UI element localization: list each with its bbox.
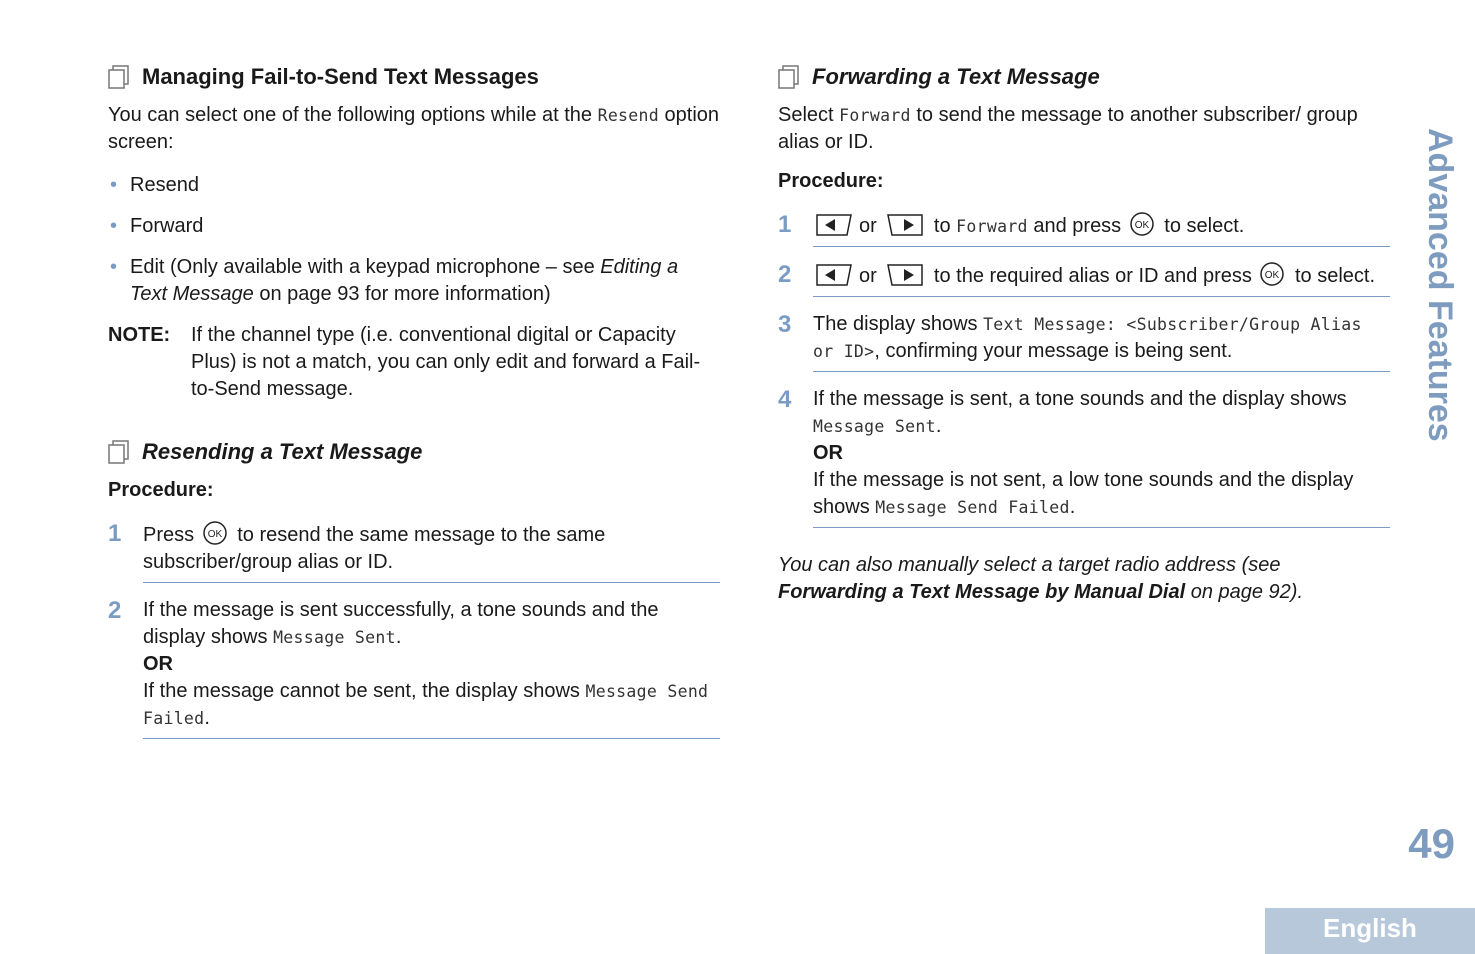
step-body: The display shows Text Message: <Subscriber/Group Alias or ID>, confirming your message is being sent. <box>813 311 1390 372</box>
step-number: 3 <box>778 311 792 338</box>
section-heading-managing <box>108 62 720 92</box>
step-number: 1 <box>778 211 792 238</box>
step-body: Press OK to resend the same message to the same subscriber/group alias or ID. <box>143 520 720 583</box>
list-item: • Edit (Only available with a keypad microphone – see Editing a Text Message on page 93 for more information) <box>110 256 679 305</box>
bullet-icon: • <box>110 174 118 196</box>
cross-reference-link[interactable]: Editing a Text Message <box>130 256 679 305</box>
or-label: OR <box>143 653 173 675</box>
svg-text:OK: OK <box>1134 220 1149 231</box>
left-arrow-key-icon <box>815 263 855 287</box>
chapter-title: Advanced Features <box>1421 128 1459 442</box>
heading-text: Resending a Text Message <box>142 439 423 464</box>
page-number: 49 <box>1408 820 1455 867</box>
svg-text:OK: OK <box>207 529 222 540</box>
chapter-side-tab <box>1420 128 1460 448</box>
list-item: • Forward <box>108 213 720 240</box>
left-column <box>108 62 720 745</box>
note-label: NOTE: <box>108 324 171 346</box>
section-heading-resending <box>108 437 720 467</box>
procedure-step <box>778 378 1390 534</box>
procedure-label: Procedure: <box>108 479 214 501</box>
left-arrow-key-icon <box>815 213 855 237</box>
procedure-step <box>108 512 720 589</box>
document-icon <box>108 65 130 89</box>
managing-intro: You can select one of the following options while at the Resend option screen: <box>108 104 720 153</box>
section-heading-forwarding <box>778 62 1390 92</box>
procedure-step <box>778 303 1390 378</box>
step-number: 1 <box>108 520 122 547</box>
step-body: If the message is sent successfully, a tone sounds and the display shows Message Sent. OR If the message cannot be sent, the display shows Message Send Failed. <box>143 597 720 739</box>
procedure-step <box>778 253 1390 303</box>
procedure-label: Procedure: <box>778 170 884 192</box>
step-number: 2 <box>778 261 792 288</box>
step-body: or to Forward and press OK to select. <box>813 211 1390 247</box>
step-number: 4 <box>778 386 792 413</box>
svg-text:OK: OK <box>1265 270 1280 281</box>
step-body: If the message is sent, a tone sounds and the display shows Message Sent. OR If the message is not sent, a low tone sounds and the display shows Message Send Failed. <box>813 386 1390 528</box>
forwarding-intro: Select Forward to send the message to another subscriber/ group alias or ID. <box>778 104 1358 153</box>
list-item: • Resend <box>108 172 720 199</box>
ok-button-icon <box>1259 261 1285 287</box>
right-arrow-key-icon <box>884 263 924 287</box>
procedure-step <box>778 203 1390 253</box>
right-arrow-key-icon <box>884 213 924 237</box>
document-icon <box>108 440 130 464</box>
document-icon <box>778 65 800 89</box>
option-list <box>108 172 720 308</box>
right-column <box>778 62 1390 606</box>
language-tab: English <box>1265 908 1475 954</box>
cross-reference-link[interactable]: Forwarding a Text Message by Manual Dial <box>778 581 1186 603</box>
procedure-step <box>108 589 720 745</box>
note-block <box>108 322 720 403</box>
manual-dial-note: You can also manually select a target radio address (see Forwarding a Text Message by Manual Dial on page 92). <box>778 554 1304 603</box>
bullet-icon: • <box>110 256 118 278</box>
step-body: or to the required alias or ID and press OK to select. <box>813 261 1390 297</box>
ok-button-icon <box>1129 211 1155 237</box>
bullet-icon: • <box>110 215 118 237</box>
ok-button-icon <box>202 520 228 546</box>
heading-text: Managing Fail-to-Send Text Messages <box>142 64 539 89</box>
heading-text: Forwarding a Text Message <box>812 64 1100 89</box>
note-text: If the channel type (i.e. conventional digital or Capacity Plus) is not a match, you can only edit and forward a Fail-to-Send message. <box>191 324 701 400</box>
or-label: OR <box>813 442 843 464</box>
step-number: 2 <box>108 597 122 624</box>
